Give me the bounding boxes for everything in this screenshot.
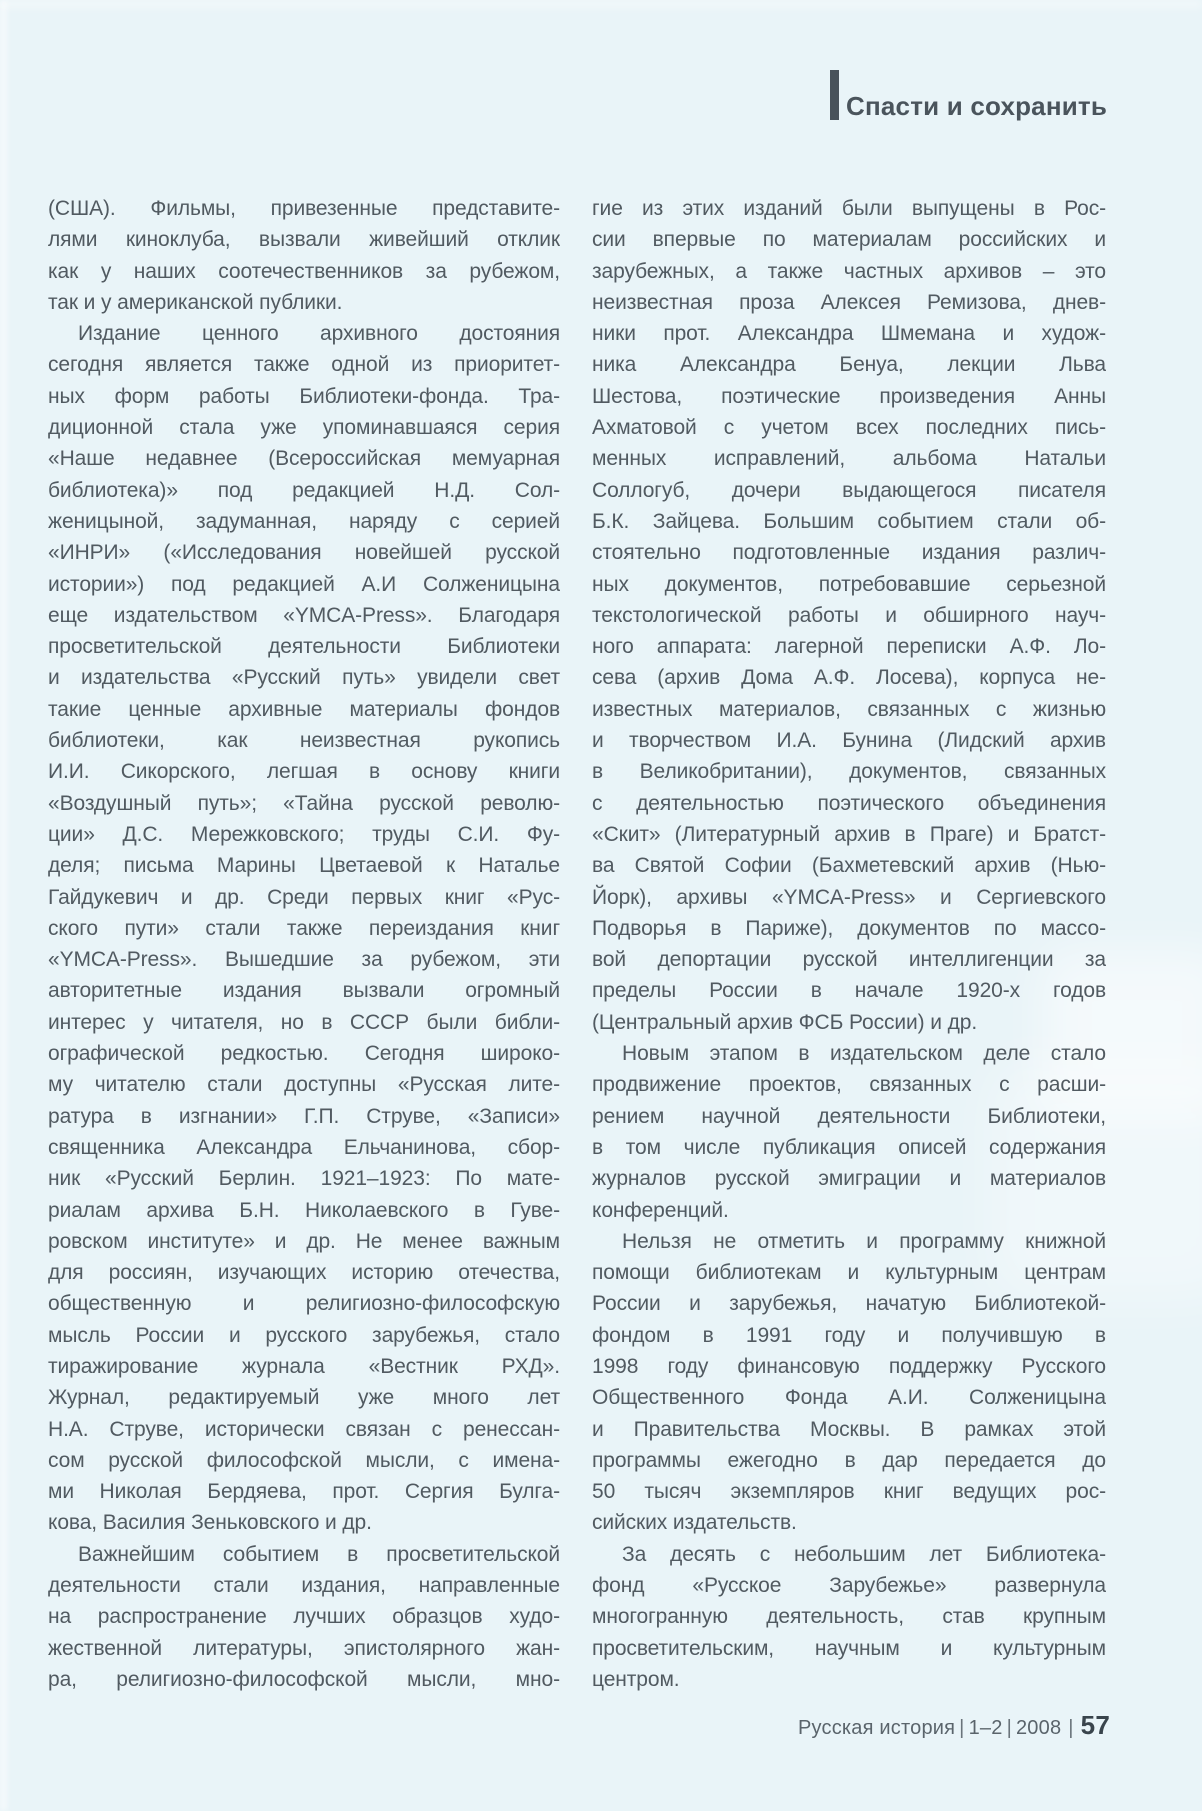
text-line: Важнейшим событием в просветительской (78, 1542, 560, 1566)
header-bar-ornament (830, 70, 839, 120)
text-line: ных документов, потребовавшие серьезной (592, 572, 1106, 596)
footer (798, 1710, 1110, 1741)
footer-page-number: 57 (1080, 1710, 1110, 1740)
text-line: «Наше недавнее (Всероссийская мемуарная (48, 447, 560, 471)
text-line: вой депортации русской интеллигенции за (592, 948, 1106, 972)
text-line: ровском институте» и др. Не менее важным (48, 1229, 560, 1253)
text-line: риалам архива Б.Н. Николаевского в Гуве- (48, 1198, 560, 1222)
text-line: кова, Василия Зеньковского и др. (48, 1511, 372, 1535)
running-head (830, 70, 1107, 120)
text-line: сегодня является также одной из приоритет- (48, 353, 560, 377)
text-line: ника Александра Бенуа, лекции Льва (592, 353, 1106, 377)
text-line: сом русской философской мысли, с имена- (48, 1448, 560, 1472)
footer-journal-title: Русская история (798, 1717, 956, 1739)
text-line: пределы России в начале 1920-х годов (592, 979, 1106, 1003)
text-line: Нельзя не отметить и программу книжной (622, 1229, 1106, 1253)
text-line: му читателю стали доступны «Русская лите- (48, 1073, 560, 1097)
text-line: ва Святой Софии (Бахметевский архив (Нью- (592, 854, 1106, 878)
text-line: продвижение проектов, связанных с расши- (592, 1073, 1106, 1097)
text-line: «YMCA-Press». Вышедшие за рубежом, эти (48, 948, 560, 972)
text-line: текстологической работы и обширного науч- (592, 603, 1106, 627)
text-line: ники прот. Александра Шмемана и худож- (592, 322, 1106, 346)
text-line: 50 тысяч экземпляров книг ведущих рос- (592, 1480, 1106, 1504)
text-line: просветительским, научным и культурным (592, 1636, 1106, 1660)
text-line: Общественного Фонда А.И. Солженицына (592, 1386, 1106, 1410)
footer-issue: 1–2 (968, 1717, 1003, 1739)
text-line: просветительской деятельности Библиотеки (48, 635, 560, 659)
text-line: Н.А. Струве, исторически связан с ренессан- (48, 1417, 560, 1441)
text-line: библиотека)» под редакцией Н.Д. Сол- (48, 478, 560, 502)
text-line: ра, религиозно-философской мысли, мно- (48, 1667, 560, 1691)
text-line: ции» Д.С. Мережковского; труды С.И. Фу- (48, 822, 560, 846)
text-line: фонд «Русское Зарубежье» развернула (592, 1574, 1106, 1598)
text-line: с деятельностью поэтического объединения (592, 791, 1106, 815)
text-line: (Центральный архив ФСБ России) и др. (592, 1010, 978, 1034)
text-line: рением научной деятельности Библиотеки, (592, 1104, 1106, 1128)
text-line: «Скит» (Литературный архив в Праге) и Братст- (592, 822, 1106, 846)
text-line: конференций. (592, 1198, 729, 1222)
text-line: авторитетные издания вызвали огромный (48, 979, 560, 1003)
text-line: сийских издательств. (592, 1511, 797, 1535)
text-column-left (48, 193, 560, 1695)
text-line: Подворья в Париже), документов по массо- (592, 916, 1106, 940)
footer-separator: | (959, 1717, 965, 1739)
text-line: деля; письма Марины Цветаевой к Наталье (48, 854, 560, 878)
text-line: Ахматовой с учетом всех последних пись- (592, 416, 1106, 440)
text-line: ных форм работы Библиотеки-фонда. Тра- (48, 384, 560, 408)
page-edge-highlight (0, 0, 1202, 8)
text-line: мысль России и русского зарубежья, стало (48, 1323, 560, 1347)
text-line: Шестова, поэтические произведения Анны (592, 384, 1106, 408)
footer-year: 2008 (1015, 1717, 1062, 1739)
text-line: ратура в изгнании» Г.П. Струве, «Записи» (48, 1104, 560, 1128)
text-line: неизвестная проза Алексея Ремизова, днев- (592, 290, 1106, 314)
text-line: и Правительства Москвы. В рамках этой (592, 1417, 1106, 1441)
text-line: как у наших соотечественников за рубежом, (48, 259, 560, 283)
text-line: зарубежных, а также частных архивов – это (592, 259, 1106, 283)
text-line: известных материалов, связанных с жизнью (592, 697, 1106, 721)
text-line: «Воздушный путь»; «Тайна русской револю- (48, 791, 560, 815)
text-line: жественной литературы, эпистолярного жан- (48, 1636, 560, 1660)
text-line: ного аппарата: лагерной переписки А.Ф. Ло- (592, 635, 1106, 659)
text-line: помощи библиотекам и культурным центрам (592, 1261, 1106, 1285)
text-line: Соллогуб, дочери выдающегося писателя (592, 478, 1106, 502)
text-line: сии впервые по материалам российских и (592, 228, 1106, 252)
footer-separator: | (1068, 1717, 1074, 1739)
text-line: ографической редкостью. Сегодня широко- (48, 1042, 560, 1066)
text-line: еще издательством «YMCA-Press». Благодаря (48, 603, 560, 627)
text-line: журналов русской эмиграции и материалов (592, 1167, 1106, 1191)
text-line: на распространение лучших образцов худо- (48, 1605, 560, 1629)
text-line: гие из этих изданий были выпущены в Рос- (592, 197, 1106, 220)
text-line: программы ежегодно в дар передается до (592, 1448, 1106, 1472)
text-column-right (592, 193, 1106, 1695)
text-line: России и зарубежья, начатую Библиотекой- (592, 1292, 1106, 1316)
text-line: деятельности стали издания, направленные (48, 1574, 560, 1598)
text-line: Б.К. Зайцева. Большим событием стали об- (592, 509, 1106, 533)
text-line: 1998 году финансовую поддержку Русского (592, 1354, 1106, 1378)
text-line: Гайдукевич и др. Среди первых книг «Рус- (48, 885, 560, 909)
text-line: такие ценные архивные материалы фондов (48, 697, 560, 721)
text-line: Издание ценного архивного достояния (78, 322, 560, 346)
text-line: ми Николая Бердяева, прот. Сергия Булга- (48, 1480, 560, 1504)
footer-separator: | (1006, 1717, 1012, 1739)
text-line: для россиян, изучающих историю отечества, (48, 1261, 560, 1285)
text-line: сева (архив Дома А.Ф. Лосева), корпуса не- (592, 666, 1106, 690)
text-line: в том числе публикация описей содержания (592, 1135, 1106, 1159)
text-line: Йорк), архивы «YMCA-Press» и Сергиевского (592, 885, 1106, 909)
text-line: За десять с небольшим лет Библиотека- (622, 1542, 1106, 1566)
text-line: Новым этапом в издательском деле стало (622, 1042, 1106, 1066)
text-line: священника Александра Ельчанинова, сбор- (48, 1135, 560, 1159)
text-line: библиотеки, как неизвестная рукопись (48, 729, 560, 753)
text-line: истории») под редакцией А.И Солженицына (48, 572, 560, 596)
text-line: центром. (592, 1667, 680, 1691)
text-line: (США). Фильмы, привезенные представите- (48, 197, 560, 220)
text-line: И.И. Сикорского, легшая в основу книги (48, 760, 560, 784)
page-edge-highlight (0, 0, 7, 1811)
text-line: диционной стала уже упоминавшаяся серия (48, 416, 560, 440)
text-line: «ИНРИ» («Исследования новейшей русской (48, 541, 560, 565)
text-line: тиражирование журнала «Вестник РХД». (48, 1354, 560, 1378)
text-line: менных исправлений, альбома Натальи (592, 447, 1106, 471)
text-line: интерес у читателя, но в СССР были библи- (48, 1010, 560, 1034)
text-line: ского пути» стали также переиздания книг (48, 916, 560, 940)
text-line: в Великобритании), документов, связанных (592, 760, 1106, 784)
text-line: стоятельно подготовленные издания различ- (592, 541, 1106, 565)
text-line: Журнал, редактируемый уже много лет (48, 1386, 560, 1410)
text-line: общественную и религиозно-философскую (48, 1292, 560, 1316)
text-line: и творчеством И.А. Бунина (Лидский архив (592, 729, 1106, 753)
text-line: многогранную деятельность, став крупным (592, 1605, 1106, 1629)
text-line: женицыной, задуманная, наряду с серией (48, 509, 560, 533)
text-line: лями киноклуба, вызвали живейший отклик (48, 228, 560, 252)
running-head-title: Спасти и сохранить (846, 91, 1108, 121)
text-line: фондом в 1991 году и получившую в (592, 1323, 1106, 1347)
text-line: ник «Русский Берлин. 1921–1923: По мате- (48, 1167, 560, 1191)
text-line: так и у американской публики. (48, 290, 343, 314)
text-line: и издательства «Русский путь» увидели свет (48, 666, 560, 690)
